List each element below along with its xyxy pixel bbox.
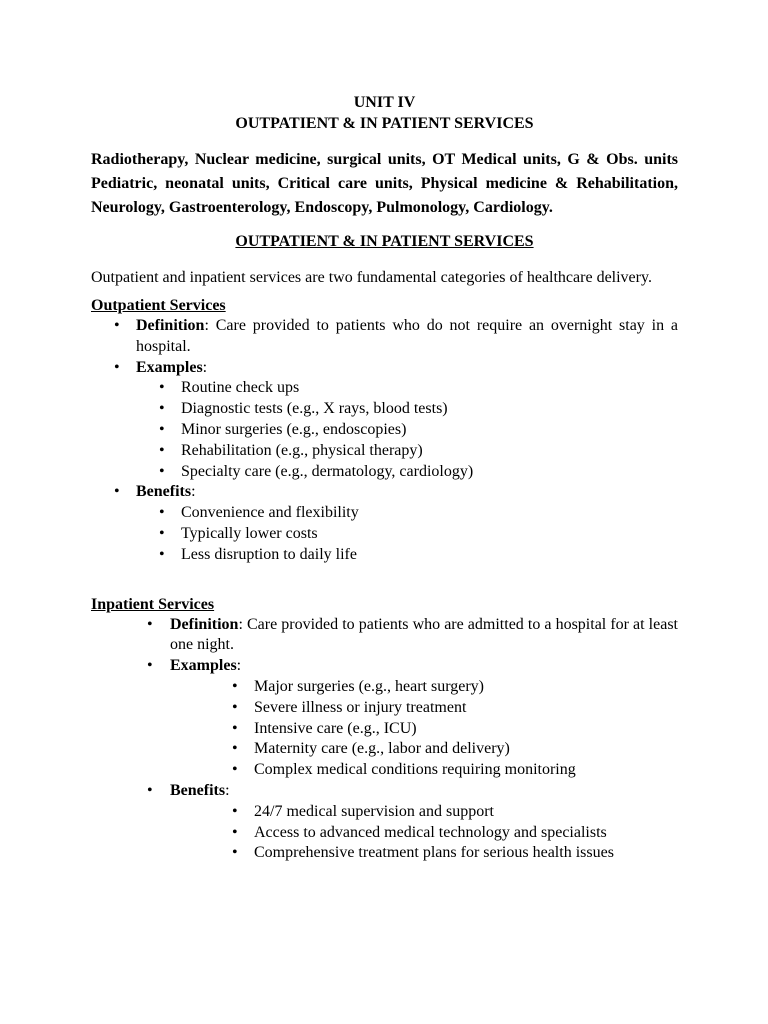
inpatient-examples-list (91, 677, 678, 781)
list-item: • Intensive care (e.g., ICU) (91, 719, 678, 740)
outpatient-definition-item (91, 316, 678, 358)
list-item: • Diagnostic tests (e.g., X rays, blood tests) (91, 399, 678, 420)
list-item: • Complex medical conditions requiring monitoring (91, 760, 678, 781)
intro-paragraph: Outpatient and inpatient services are two fundamental categories of healthcare delivery. (91, 269, 652, 286)
list-item: • Severe illness or injury treatment (91, 698, 678, 719)
inpatient-benefits-list (91, 802, 678, 864)
inpatient-definition-item (91, 615, 678, 657)
outpatient-benefits-item (91, 482, 678, 503)
list-item: • Major surgeries (e.g., heart surgery) (91, 677, 678, 698)
outpatient-benefits-list (91, 503, 678, 565)
definition-text: : Care provided to patients who do not require an overnight stay in a hospital. (136, 317, 678, 355)
definition-term: Definition (136, 317, 205, 334)
benefits-colon: : (225, 781, 230, 799)
list-item: • Access to advanced medical technology and specialists (91, 823, 678, 844)
examples-colon: : (202, 358, 208, 376)
benefits-term: Benefits (170, 781, 226, 799)
list-item: • Specialty care (e.g., dermatology, cardiology) (91, 462, 678, 483)
section-heading: OUTPATIENT & IN PATIENT SERVICES (235, 233, 534, 250)
examples-term: Examples (170, 657, 237, 675)
definition-term: Definition (170, 615, 239, 633)
unit-title: OUTPATIENT & IN PATIENT SERVICES (235, 115, 534, 132)
list-item: • Less disruption to daily life (91, 545, 678, 566)
page-content (91, 93, 678, 864)
inpatient-examples-item (91, 656, 678, 677)
benefits-term: Benefits (136, 483, 192, 501)
examples-colon: : (236, 657, 242, 675)
list-item: • 24/7 medical supervision and support (91, 802, 678, 823)
inpatient-benefits-list-head (91, 781, 678, 802)
outpatient-benefits-list-head (91, 482, 678, 503)
outpatient-list (91, 316, 678, 378)
unit-label: UNIT IV (353, 94, 416, 111)
list-item: • Convenience and flexibility (91, 503, 678, 524)
inpatient-benefits-item (91, 781, 678, 802)
list-item: • Typically lower costs (91, 524, 678, 545)
list-item: • Comprehensive treatment plans for serious health issues (91, 843, 678, 864)
outpatient-examples-item (91, 358, 678, 379)
list-item: • Minor surgeries (e.g., endoscopies) (91, 420, 678, 441)
outpatient-heading: Outpatient Services (91, 297, 226, 314)
inpatient-list (91, 615, 678, 677)
outpatient-examples-list (91, 378, 678, 482)
list-item: • Rehabilitation (e.g., physical therapy) (91, 441, 678, 462)
definition-text: : Care provided to patients who are admitted to a hospital for at least one night. (170, 615, 678, 654)
examples-term: Examples (136, 358, 203, 376)
inpatient-heading: Inpatient Services (91, 595, 215, 613)
list-item: • Maternity care (e.g., labor and delivery) (91, 739, 678, 760)
benefits-colon: : (191, 483, 196, 501)
topics-paragraph: Radiotherapy, Nuclear medicine, surgical units, OT Medical units, G & Obs. units Pediatric, neonatal units, Critical care units, Physical medicine & Rehabilitation, Neurology, Gastroenterology, Endoscopy, Pulmonology, Cardiology. (91, 151, 678, 216)
list-item: • Routine check ups (91, 378, 678, 399)
